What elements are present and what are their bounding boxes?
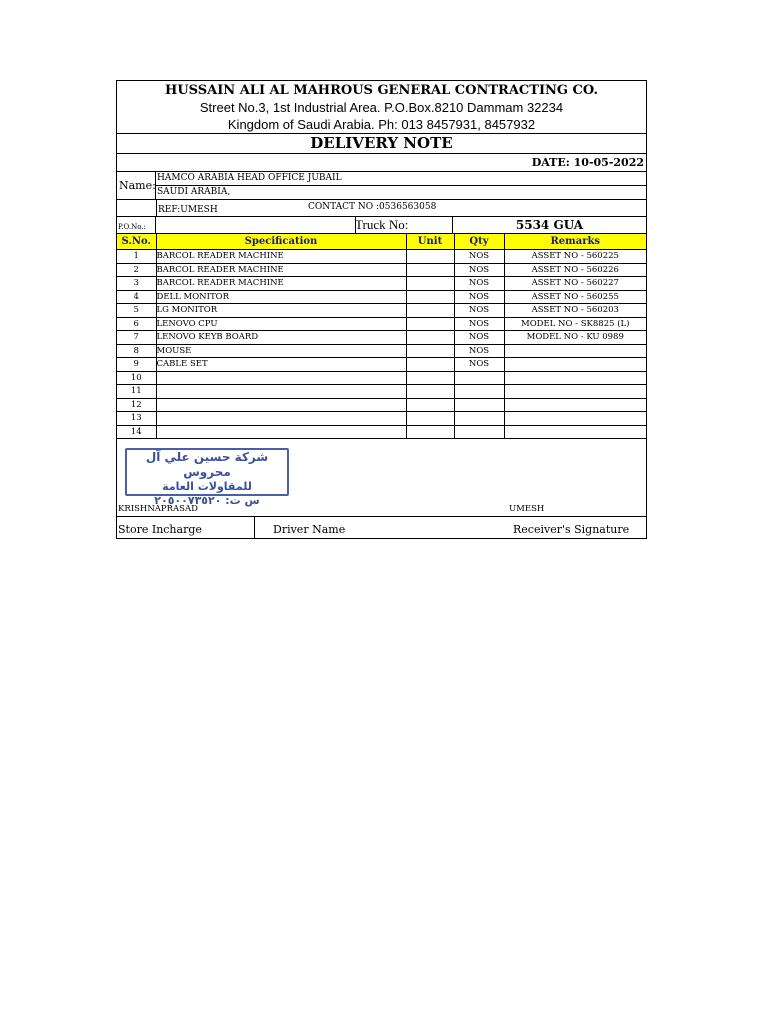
sno-cell: 13 — [117, 412, 156, 426]
company-stamp — [125, 448, 289, 507]
recipient-line-1: HAMCO ARABIA HEAD OFFICE JUBAIL — [156, 172, 646, 186]
contact-number: CONTACT NO :0536563058 — [308, 202, 437, 212]
spec-cell: BARCOL READER MACHINE — [156, 263, 406, 277]
sno-cell: 4 — [117, 290, 156, 304]
spec-cell — [156, 398, 406, 412]
po-number-label: P.O.No.: — [117, 217, 156, 233]
table-row — [117, 277, 646, 291]
document-title: DELIVERY NOTE — [117, 134, 646, 154]
col-header-specification: Specification — [156, 234, 406, 250]
qty-cell: NOS — [454, 250, 504, 264]
truck-label-cell — [355, 217, 409, 233]
qty-cell: NOS — [454, 263, 504, 277]
spec-cell: MOUSE — [156, 344, 406, 358]
table-row — [117, 250, 646, 264]
stamp-line-3: س ت: ٢٠٥٠٠٧٣٥٢٠ — [154, 494, 260, 507]
remarks-cell: ASSET NO - 560225 — [504, 250, 646, 264]
spec-cell: BARCOL READER MACHINE — [156, 250, 406, 264]
remarks-cell — [504, 344, 646, 358]
table-row — [117, 358, 646, 372]
store-incharge-label: Store Incharge — [117, 517, 255, 538]
unit-cell — [406, 250, 454, 264]
company-address-line-1: Street No.3, 1st Industrial Area. P.O.Box.8210 Dammam 32234 — [199, 100, 564, 115]
recipient-block — [117, 172, 646, 200]
unit-cell — [406, 412, 454, 426]
unit-cell — [406, 371, 454, 385]
col-header-unit: Unit — [406, 234, 454, 250]
qty-cell — [454, 425, 504, 439]
table-row — [117, 290, 646, 304]
unit-cell — [406, 277, 454, 291]
table-row — [117, 317, 646, 331]
spec-cell: LG MONITOR — [156, 304, 406, 318]
truck-number-label: Truck No: — [355, 217, 409, 232]
remarks-cell — [504, 398, 646, 412]
signature-row — [117, 517, 646, 538]
receiver-signature-label: Receiver's Signature — [513, 523, 630, 536]
unit-cell — [406, 290, 454, 304]
qty-cell: NOS — [454, 344, 504, 358]
remarks-cell: ASSET NO - 560226 — [504, 263, 646, 277]
sno-cell: 11 — [117, 385, 156, 399]
table-row — [117, 425, 646, 439]
table-row — [117, 398, 646, 412]
col-header-remarks: Remarks — [504, 234, 646, 250]
sno-cell: 1 — [117, 250, 156, 264]
driver-name-label: Driver Name — [273, 523, 346, 536]
remarks-cell — [504, 358, 646, 372]
spec-cell — [156, 371, 406, 385]
sno-cell: 14 — [117, 425, 156, 439]
remarks-cell — [504, 412, 646, 426]
qty-cell: NOS — [454, 317, 504, 331]
sno-cell: 6 — [117, 317, 156, 331]
col-header-sno: S.No. — [117, 234, 156, 250]
recipient-line-2: SAUDI ARABIA, — [157, 187, 231, 197]
remarks-cell: MODEL NO - SK8825 (L) — [504, 317, 646, 331]
remarks-cell: ASSET NO - 560255 — [504, 290, 646, 304]
items-table-header — [117, 234, 646, 250]
spec-cell — [156, 385, 406, 399]
date-field: DATE: 10-05-2022 — [117, 154, 646, 172]
spec-cell — [156, 412, 406, 426]
qty-cell: NOS — [454, 304, 504, 318]
delivery-note-sheet — [116, 80, 647, 539]
truck-number-value: 5534 GUA — [515, 218, 584, 232]
name-label: Name: — [117, 172, 156, 199]
sno-cell: 8 — [117, 344, 156, 358]
stamp-area — [117, 439, 646, 507]
unit-cell — [406, 344, 454, 358]
unit-cell — [406, 304, 454, 318]
unit-cell — [406, 398, 454, 412]
spec-cell: DELL MONITOR — [156, 290, 406, 304]
stamp-line-2: للمقاولات العامة — [162, 480, 252, 493]
table-row — [117, 385, 646, 399]
unit-cell — [406, 385, 454, 399]
qty-cell: NOS — [454, 277, 504, 291]
table-row — [117, 263, 646, 277]
remarks-cell — [504, 425, 646, 439]
table-row — [117, 304, 646, 318]
items-table — [117, 234, 646, 439]
sno-cell: 10 — [117, 371, 156, 385]
sno-cell: 12 — [117, 398, 156, 412]
spec-cell — [156, 425, 406, 439]
table-row — [117, 371, 646, 385]
sno-cell: 2 — [117, 263, 156, 277]
po-truck-row — [117, 217, 646, 234]
spec-cell: LENOVO CPU — [156, 317, 406, 331]
stamp-line-1: شركة حسين علي آل محروس — [145, 450, 269, 479]
table-row — [117, 344, 646, 358]
table-row — [117, 412, 646, 426]
remarks-cell: ASSET NO - 560203 — [504, 304, 646, 318]
spec-cell: LENOVO KEYB BOARD — [156, 331, 406, 345]
receiver-name: UMESH — [509, 504, 545, 514]
qty-cell: NOS — [454, 290, 504, 304]
spec-cell: CABLE SET — [156, 358, 406, 372]
unit-cell — [406, 317, 454, 331]
reference-row — [117, 200, 646, 217]
qty-cell — [454, 412, 504, 426]
signatory-names-row — [117, 501, 646, 517]
store-incharge-name: KRISHNAPRASAD — [118, 504, 198, 514]
company-name: HUSSAIN ALI AL MAHROUS GENERAL CONTRACTING CO. — [165, 83, 598, 98]
remarks-cell — [504, 371, 646, 385]
table-row — [117, 331, 646, 345]
spec-cell: BARCOL READER MACHINE — [156, 277, 406, 291]
remarks-cell — [504, 385, 646, 399]
sno-cell: 9 — [117, 358, 156, 372]
qty-cell — [454, 385, 504, 399]
qty-cell: NOS — [454, 358, 504, 372]
reference-field: REF:UMESH — [158, 205, 218, 215]
sno-cell: 3 — [117, 277, 156, 291]
company-address-line-2: Kingdom of Saudi Arabia. Ph: 013 8457931, 8457932 — [227, 117, 536, 132]
unit-cell — [406, 263, 454, 277]
unit-cell — [406, 358, 454, 372]
qty-cell: NOS — [454, 331, 504, 345]
qty-cell — [454, 371, 504, 385]
company-header — [117, 81, 646, 134]
remarks-cell: ASSET NO - 560227 — [504, 277, 646, 291]
sno-cell: 5 — [117, 304, 156, 318]
remarks-cell: MODEL NO - KU 0989 — [504, 331, 646, 345]
sno-cell: 7 — [117, 331, 156, 345]
qty-cell — [454, 398, 504, 412]
col-header-qty: Qty — [454, 234, 504, 250]
unit-cell — [406, 425, 454, 439]
unit-cell — [406, 331, 454, 345]
